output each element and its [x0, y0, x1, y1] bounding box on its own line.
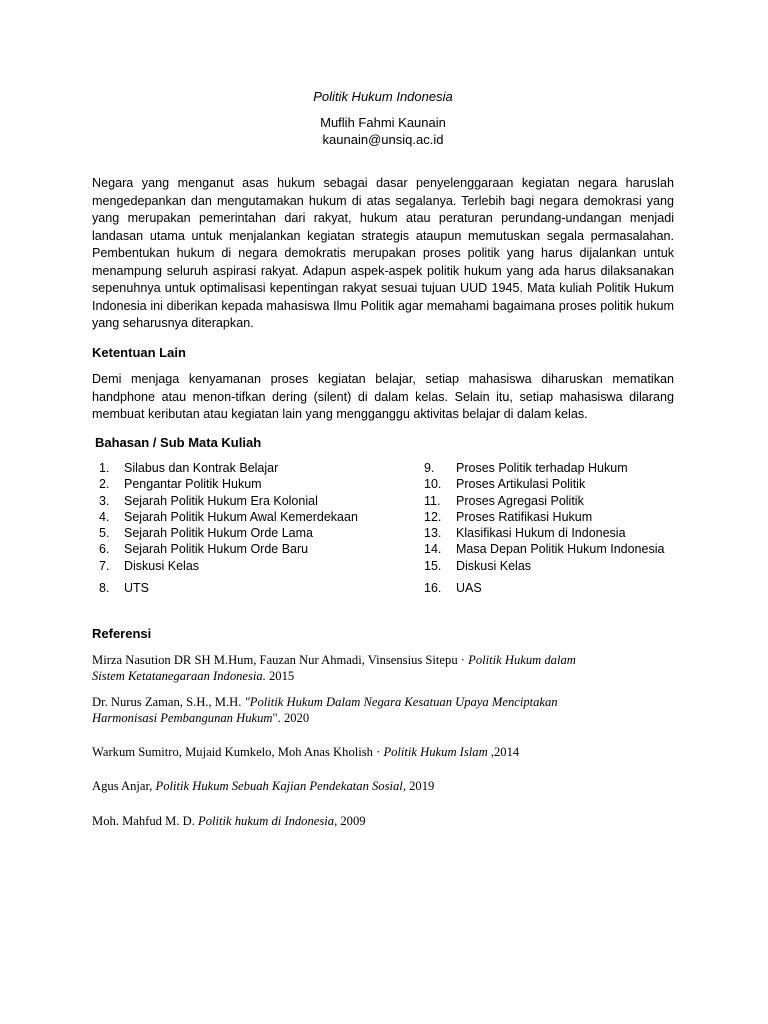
list-item: [99, 476, 419, 492]
list-label: Sejarah Politik Hukum Orde Lama: [124, 526, 313, 541]
reference-year: , 2019: [402, 779, 435, 793]
document-page: [92, 0, 674, 1024]
list-number: 8.: [99, 581, 110, 596]
reference-line: [92, 710, 674, 726]
list-label: Pengantar Politik Hukum: [124, 477, 262, 492]
list-number: 12.: [424, 509, 442, 524]
list-label: Proses Politik terhadap Hukum: [456, 461, 628, 475]
referensi-heading: Referensi: [92, 626, 152, 641]
list-item: [99, 460, 419, 476]
reference-authors: Agus Anjar,: [92, 779, 156, 793]
reference-item: [92, 652, 674, 684]
list-item: [99, 541, 419, 557]
author-email: kaunain@unsiq.ac.id: [322, 132, 444, 147]
bahasan-heading: Bahasan / Sub Mata Kuliah: [95, 435, 262, 450]
document-title: Politik Hukum Indonesia: [313, 89, 453, 104]
reference-item: [92, 813, 674, 829]
list-label: Sejarah Politik Hukum Orde Baru: [124, 542, 309, 557]
reference-title: Politik Hukum dalam: [468, 653, 576, 667]
reference-title: Politik Hukum Sebuah Kajian Pendekatan Sosial: [155, 779, 403, 793]
list-label: Masa Depan Politik Hukum Indonesia: [456, 542, 665, 557]
topic-list-left: [99, 460, 419, 596]
list-label: Proses Ratifikasi Hukum: [456, 509, 593, 524]
author-name: Muflih Fahmi Kaunain: [320, 115, 446, 130]
list-item: [424, 580, 674, 596]
reference-authors: Mirza Nasution DR SH M.Hum, Fauzan Nur Ahmadi, Vinsensius Sitepu ·: [92, 653, 465, 667]
list-label: Silabus dan Kontrak Belajar: [124, 461, 279, 475]
list-number: 4.: [99, 509, 110, 524]
reference-year: ". 2020: [272, 711, 310, 725]
intro-paragraph: Negara yang menganut asas hukum sebagai dasar penyelenggaraan kegiatan negara haruslah mengedepankan dan mengutamakan hukum di atas segalanya. Terlebih bagi negara demokrasi yang yang merupakan pemerintahan dari rakyat, hukum atau peraturan perundang-undangan menjadi landasan utama untuk menjalankan kegiatan strategis ataupun memutuskan segala permasalahan. Pembentukan hukum di negara demokratis merupakan proses politik yang harus dijalankan untuk menampung seluruh aspirasi rakyat. Adapun aspek-aspek politik hukum yang ada harus dilaksanakan sepenuhnya untuk optimalisasi kepentingan rakyat sesuai tujuan UUD 1945. Mata kuliah Politik Hukum Indonesia ini diberikan kepada mahasiswa Ilmu Politik agar memahami bagaimana proses politik hukum yang seharusnya diterapkan.: [92, 176, 674, 330]
reference-item: [92, 778, 674, 794]
list-label: UAS: [456, 581, 482, 596]
reference-title: Sistem Ketatanegaraan Indonesia.: [92, 669, 266, 683]
list-label: Proses Agregasi Politik: [456, 493, 584, 508]
list-item: [99, 580, 419, 596]
reference-year: 2015: [265, 669, 295, 683]
list-label: Klasifikasi Hukum di Indonesia: [456, 526, 626, 541]
reference-title: "Politik Hukum Dalam Negara Kesatuan Upaya Menciptakan: [244, 695, 558, 709]
reference-item: [92, 694, 674, 726]
topic-list-right: [424, 460, 674, 596]
list-item: [99, 525, 419, 541]
list-label: Diskusi Kelas: [456, 558, 532, 573]
reference-year: , 2009: [334, 814, 366, 828]
list-number: 5.: [99, 526, 110, 541]
reference-title: Harmonisasi Pembangunan Hukum: [92, 711, 273, 725]
list-number: 13.: [424, 526, 442, 541]
list-item: [99, 493, 419, 509]
reference-line: [92, 668, 674, 684]
list-label: Proses Artikulasi Politik: [456, 477, 586, 492]
list-number: 15.: [424, 558, 442, 573]
list-number: 9.: [424, 461, 435, 475]
list-label: Sejarah Politik Hukum Era Kolonial: [124, 493, 318, 508]
reference-title: Politik hukum di Indonesia: [198, 814, 335, 828]
ketentuan-paragraph: Demi menjaga kenyamanan proses kegiatan belajar, setiap mahasiswa diharuskan mematikan handphone atau menon-tifkan dering (silent) di dalam kelas. Selain itu, setiap mahasiswa dilarang membuat keributan atau kegiatan lain yang mengganggu aktivitas belajar di dalam kelas.: [92, 372, 674, 421]
list-number: 10.: [424, 477, 442, 492]
list-item: [424, 460, 674, 476]
reference-authors: Dr. Nurus Zaman, S.H., M.H.: [92, 695, 245, 709]
list-item: [424, 509, 674, 525]
list-number: 16.: [424, 581, 442, 596]
reference-authors: Moh. Mahfud M. D.: [92, 814, 198, 828]
reference-line: [92, 652, 674, 668]
list-number: 3.: [99, 493, 110, 508]
list-number: 1.: [99, 461, 110, 475]
list-label: Diskusi Kelas: [124, 558, 200, 573]
list-number: 11.: [424, 493, 441, 508]
list-number: 2.: [99, 477, 110, 492]
list-label: Sejarah Politik Hukum Awal Kemerdekaan: [124, 509, 358, 524]
list-item: [424, 493, 674, 509]
list-number: 14.: [424, 542, 442, 557]
reference-year: ,2014: [487, 745, 520, 759]
list-item: [424, 525, 674, 541]
list-item: [424, 558, 674, 574]
list-item: [424, 541, 674, 557]
list-number: 6.: [99, 542, 110, 557]
reference-line: [92, 694, 674, 710]
list-label: UTS: [124, 581, 149, 596]
list-item: [99, 558, 419, 574]
list-number: 7.: [99, 558, 110, 573]
reference-item: [92, 744, 674, 760]
ketentuan-heading: Ketentuan Lain: [92, 345, 186, 360]
list-item: [99, 509, 419, 525]
list-item: [424, 476, 674, 492]
reference-title: Politik Hukum Islam: [383, 745, 488, 759]
reference-authors: Warkum Sumitro, Mujaid Kumkelo, Moh Anas Kholish ·: [92, 745, 384, 759]
